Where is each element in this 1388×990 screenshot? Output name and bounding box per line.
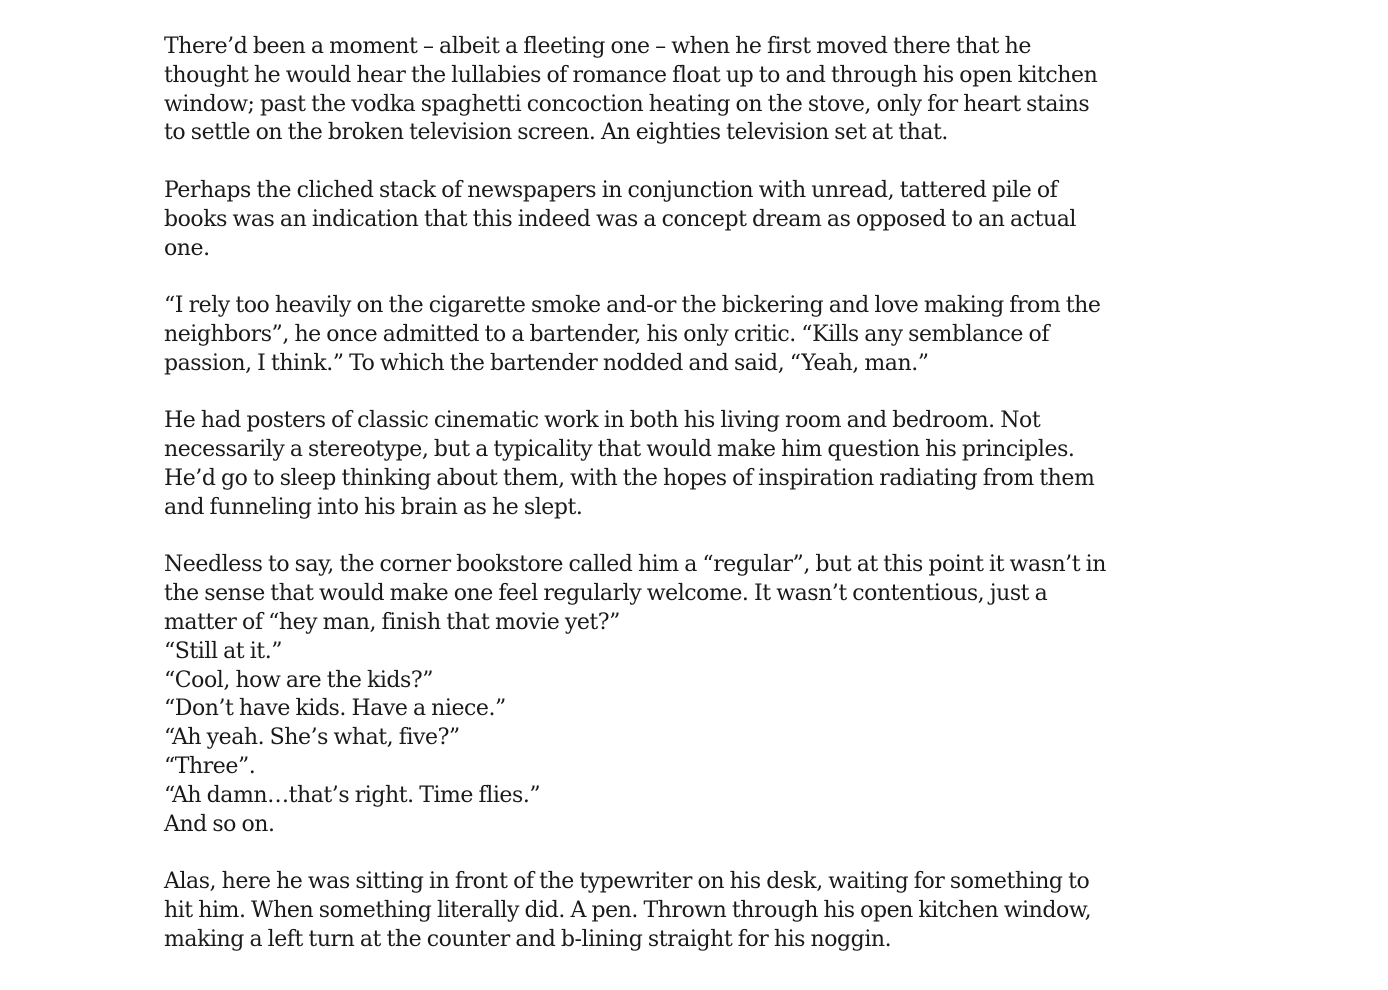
text-line: making a left turn at the counter and b-lining straight for his noggin. xyxy=(164,926,892,952)
text-line: one. xyxy=(164,235,210,261)
paragraph-5 xyxy=(164,551,1264,839)
text-line: He’d go to sleep thinking about them, with the hopes of inspiration radiating from them xyxy=(164,465,1095,491)
text-line: Perhaps the cliched stack of newspapers in conjunction with unread, tattered pile of xyxy=(164,177,1058,203)
text-line: And so on. xyxy=(164,811,275,837)
paragraph-1 xyxy=(164,33,1264,148)
paragraph-4 xyxy=(164,407,1264,522)
text-line: window; past the vodka spaghetti concoction heating on the stove, only for heart stains xyxy=(164,91,1090,117)
text-line: “I rely too heavily on the cigarette smoke and-or the bickering and love making from the xyxy=(164,293,1101,319)
dialogue-line: “Don’t have kids. Have a niece.” xyxy=(164,696,506,722)
text-line: He had posters of classic cinematic work in both his living room and bedroom. Not xyxy=(164,408,1041,434)
text-line: There’d been a moment – albeit a fleeting one – when he first moved there that he xyxy=(164,34,1031,59)
text-line: neighbors”, he once admitted to a bartender, his only critic. “Kills any semblance of xyxy=(164,321,1050,347)
paragraph-2 xyxy=(164,177,1264,263)
text-line: Alas, here he was sitting in front of the typewriter on his desk, waiting for something to xyxy=(164,869,1090,895)
dialogue-line: “Ah damn…that’s right. Time flies.” xyxy=(164,782,541,808)
paragraph-3 xyxy=(164,292,1264,378)
document-page xyxy=(164,33,1264,983)
text-line: passion, I think.” To which the bartender nodded and said, “Yeah, man.” xyxy=(164,350,929,376)
text-line: thought he would hear the lullabies of romance float up to and through his open kitchen xyxy=(164,62,1098,88)
dialogue-line: “Three”. xyxy=(164,753,256,779)
dialogue-line: “Still at it.” xyxy=(164,638,283,664)
text-line: Needless to say, the corner bookstore called him a “regular”, but at this point it wasn’t in xyxy=(164,552,1106,578)
text-line: books was an indication that this indeed was a concept dream as opposed to an actual xyxy=(164,206,1076,232)
text-line: necessarily a stereotype, but a typicality that would make him question his principles. xyxy=(164,437,1075,463)
text-line: hit him. When something literally did. A pen. Thrown through his open kitchen window, xyxy=(164,897,1092,923)
text-line: the sense that would make one feel regularly welcome. It wasn’t contentious, just a xyxy=(164,581,1048,607)
text-line: matter of “hey man, finish that movie yet?” xyxy=(164,609,620,635)
text-line: and funneling into his brain as he slept. xyxy=(164,494,583,520)
dialogue-line: “Cool, how are the kids?” xyxy=(164,667,434,693)
text-line: to settle on the broken television screen. An eighties television set at that. xyxy=(164,120,948,146)
paragraph-6 xyxy=(164,868,1264,954)
dialogue-line: “Ah yeah. She’s what, five?” xyxy=(164,725,460,751)
